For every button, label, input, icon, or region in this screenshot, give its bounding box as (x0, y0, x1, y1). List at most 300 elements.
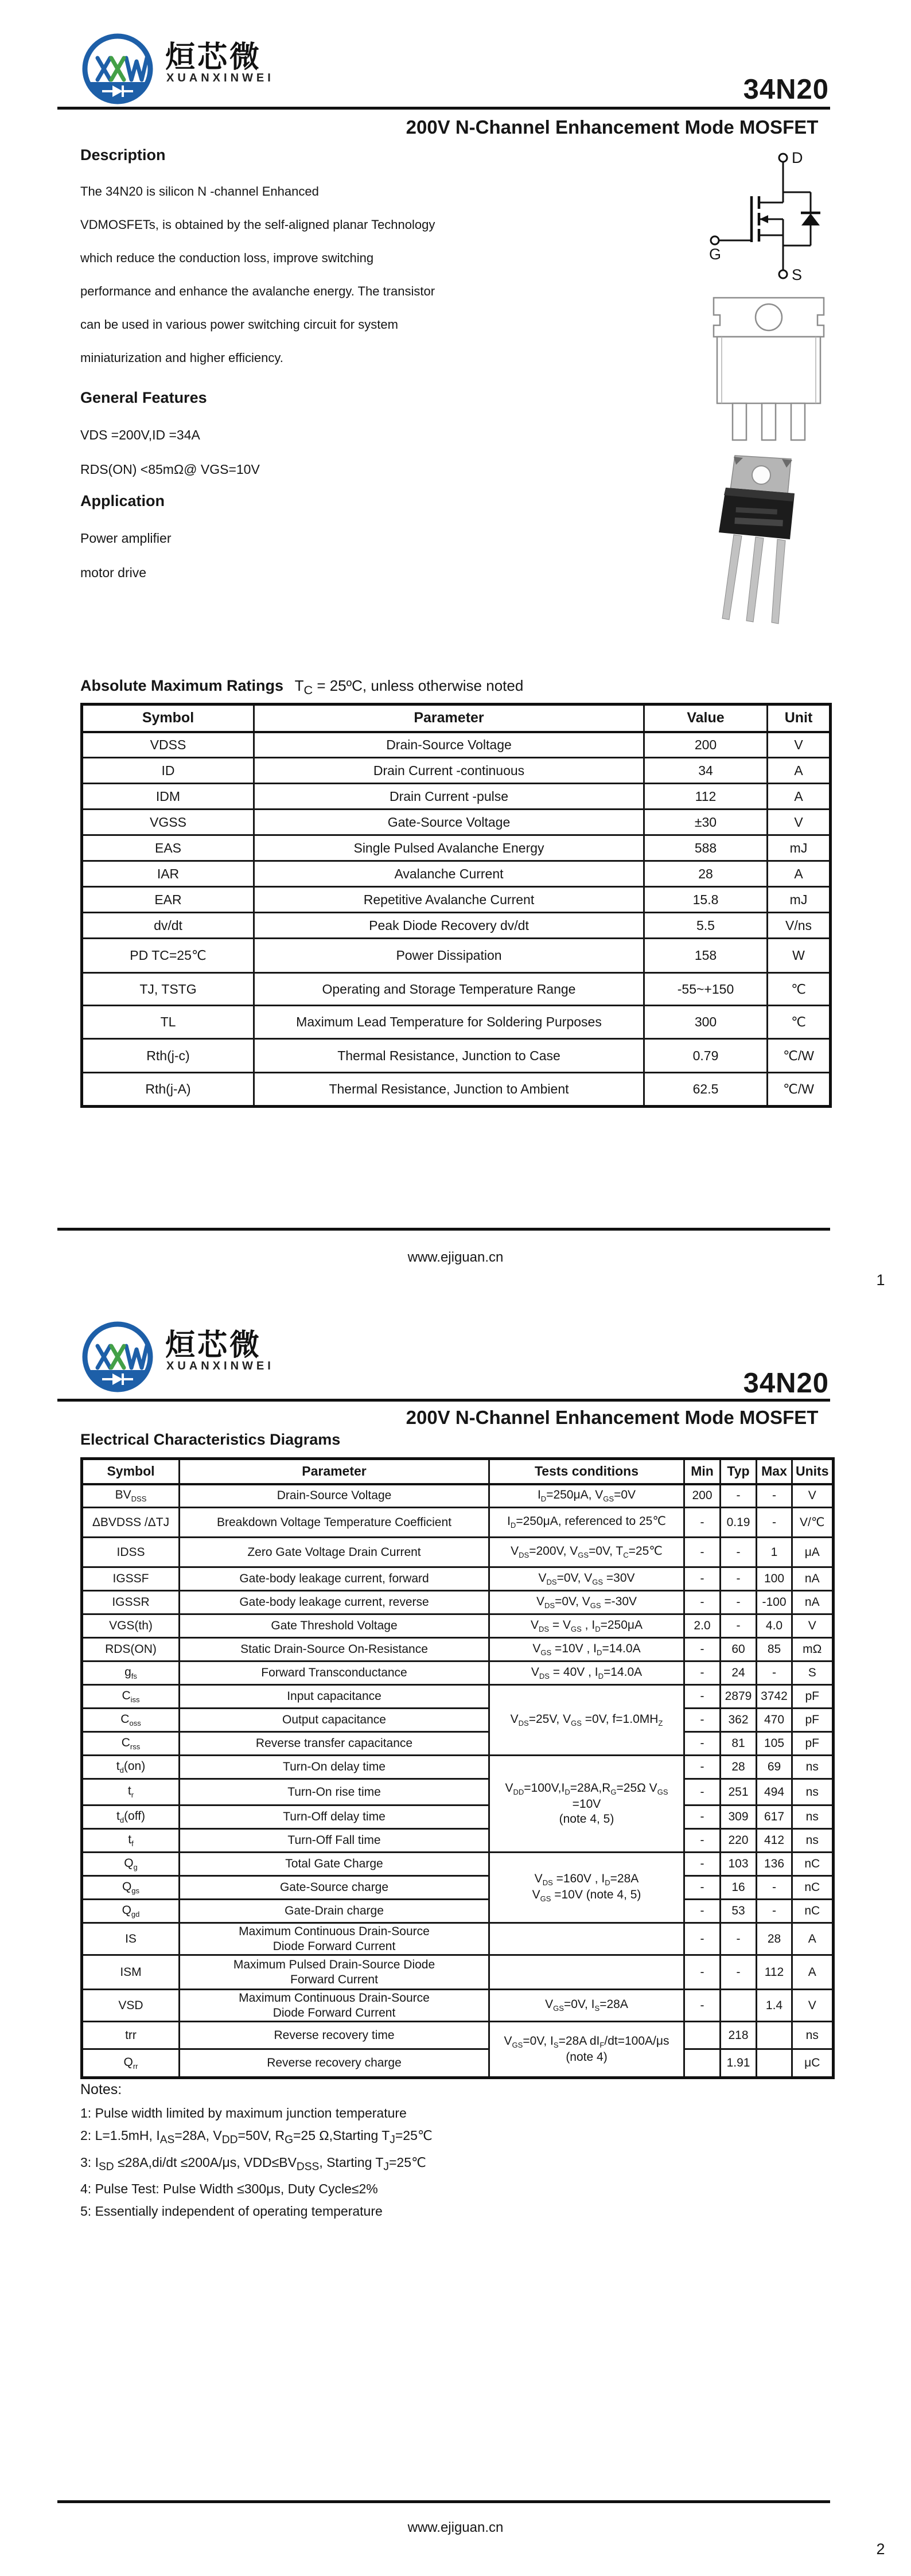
table-cell: Maximum Continuous Drain-Source Diode Forward Current (180, 1923, 489, 1955)
table-cell: 62.5 (644, 1073, 768, 1107)
table-cell: V/ns (768, 913, 831, 939)
table-cell: 1.4 (757, 1990, 792, 2022)
table-cell: - (684, 1900, 721, 1923)
table-cell: Turn-Off Fall time (180, 1829, 489, 1853)
header-rule (57, 1399, 830, 1402)
table-cell: 494 (757, 1779, 792, 1805)
electrical-characteristics-heading: Electrical Characteristics Diagrams (80, 1431, 341, 1448)
table-cell: - (684, 1756, 721, 1779)
table-cell: 3742 (757, 1685, 792, 1709)
table-cell: - (684, 1538, 721, 1567)
table-cell: 4.0 (757, 1614, 792, 1638)
drain-label: D (792, 149, 803, 166)
table-cell: 28 (644, 861, 768, 887)
table-cell: Gate-Drain charge (180, 1900, 489, 1923)
table-cell: $V_{DS}=0V$, $V_{GS} =30V$ (489, 1567, 684, 1591)
table-row (82, 1990, 834, 2022)
table-cell: - (721, 1591, 757, 1614)
general-features-heading: General Features (80, 389, 207, 406)
table-cell: $V_{DS} = 40V$ , $I_D=14.0A$ (489, 1661, 684, 1685)
table-cell: 470 (757, 1709, 792, 1732)
column-header: Tests conditions (489, 1459, 684, 1484)
table-cell: IGSSF (82, 1567, 180, 1591)
table-cell: V (768, 732, 831, 758)
table-cell: dv/dt (82, 913, 254, 939)
column-header: Units (792, 1459, 834, 1484)
table-cell: Input capacitance (180, 1685, 489, 1709)
table-cell: ID (82, 758, 254, 784)
table-row (82, 1538, 834, 1567)
table-cell: S (792, 1661, 834, 1685)
lead-icon (772, 539, 785, 624)
table-cell: 103 (721, 1853, 757, 1876)
table-cell: - (684, 1591, 721, 1614)
table-cell: $C_{iss}$ (82, 1685, 180, 1709)
table-cell: PD TC=25℃ (82, 939, 254, 973)
table-cell: Static Drain-Source On-Resistance (180, 1638, 489, 1661)
table-cell: - (684, 1990, 721, 2022)
table-row (82, 1829, 834, 1853)
table-cell: Drain-Source Voltage (254, 732, 644, 758)
table-cell: TJ, TSTG (82, 973, 254, 1006)
table-cell: 100 (757, 1567, 792, 1591)
table-row (82, 1955, 834, 1990)
table-cell: A (768, 784, 831, 810)
table-cell: Reverse transfer capacitance (180, 1732, 489, 1756)
table-cell: 112 (644, 784, 768, 810)
table-cell: - (757, 1484, 792, 1508)
table-cell: nA (792, 1591, 834, 1614)
lead-icon (733, 403, 746, 440)
table-cell: ISM (82, 1955, 180, 1990)
table-cell: Repetitive Avalanche Current (254, 887, 644, 913)
table-row (82, 758, 831, 784)
column-header: Parameter (180, 1459, 489, 1484)
table-cell: $t_f$ (82, 1829, 180, 1853)
table-cell: IAR (82, 861, 254, 887)
table-cell: - (684, 1779, 721, 1805)
column-header: Unit (768, 705, 831, 732)
table-row (82, 1508, 834, 1538)
table-cell: - (721, 1955, 757, 1990)
column-header: Min (684, 1459, 721, 1484)
table-cell: IDM (82, 784, 254, 810)
table-row (82, 1805, 834, 1829)
part-number: 34N20 (743, 74, 829, 105)
table-cell: 15.8 (644, 887, 768, 913)
note-line: 2: L=1.5mH, $I_{AS}=28A$, $V_{DD}=50V$, $R_G=25$ Ω,Starting $T_J=25℃$ (80, 2128, 433, 2146)
table-cell: $C_{rss}$ (82, 1732, 180, 1756)
table-cell: A (792, 1955, 834, 1990)
table-cell: $t_d(off)$ (82, 1805, 180, 1829)
table-cell: ns (792, 1829, 834, 1853)
mounting-hole-icon (756, 304, 782, 330)
table-cell: Maximum Lead Temperature for Soldering Purposes (254, 1006, 644, 1039)
table-cell: Rth(j-c) (82, 1039, 254, 1073)
table-cell: IGSSR (82, 1591, 180, 1614)
table-cell: 220 (721, 1829, 757, 1853)
table-cell: ns (792, 1756, 834, 1779)
table-cell: 81 (721, 1732, 757, 1756)
page-number: 1 (876, 1271, 885, 1289)
table-cell: Peak Diode Recovery dv/dt (254, 913, 644, 939)
table-cell: -55~+150 (644, 973, 768, 1006)
table-cell: mJ (768, 887, 831, 913)
table-cell: - (684, 1955, 721, 1990)
table-row (82, 1039, 831, 1073)
table-cell: 309 (721, 1805, 757, 1829)
note-line: 5: Essentially independent of operating temperature (80, 2204, 383, 2219)
table-cell: Gate-body leakage current, reverse (180, 1591, 489, 1614)
table-cell: Reverse recovery time (180, 2022, 489, 2049)
table-cell: Maximum Continuous Drain-Source Diode Forward Current (180, 1990, 489, 2022)
table-cell: 28 (721, 1756, 757, 1779)
table-cell: ns (792, 1779, 834, 1805)
table-cell: 1 (757, 1538, 792, 1567)
table-row (82, 732, 831, 758)
table-cell: 16 (721, 1876, 757, 1900)
absolute-maximum-ratings-table (80, 703, 832, 1108)
table-cell: 1.91 (721, 2049, 757, 2078)
table-cell: $V_{DS}=0V$, $V_{GS} =-30V$ (489, 1591, 684, 1614)
table-cell: $Q_{gs}$ (82, 1876, 180, 1900)
table-row (82, 1614, 834, 1638)
table-cell: 617 (757, 1805, 792, 1829)
table-cell: A (792, 1923, 834, 1955)
lead-icon (746, 537, 764, 622)
body-diode-icon (783, 192, 820, 246)
description-heading: Description (80, 146, 166, 164)
table-cell: 85 (757, 1638, 792, 1661)
table-cell: Drain-Source Voltage (180, 1484, 489, 1508)
gate-label: G (709, 246, 722, 263)
table-cell: - (684, 1732, 721, 1756)
table-cell: $V_{DS} = V_{GS}$ , $I_D=250\mu A$ (489, 1614, 684, 1638)
footer-rule (57, 1228, 830, 1231)
lead-icon (722, 535, 742, 620)
table-cell: RDS(ON) (82, 1638, 180, 1661)
table-cell: - (684, 1709, 721, 1732)
table-cell: nA (792, 1567, 834, 1591)
table-row (82, 1591, 834, 1614)
brand-name-cn: 烜芯微 (165, 1329, 262, 1362)
amr-title (80, 677, 523, 698)
table-cell: $Q_{rr}$ (82, 2049, 180, 2078)
amr-title-bold: Absolute Maximum Ratings (80, 677, 284, 694)
table-cell (489, 1955, 684, 1990)
table-cell: - (721, 1567, 757, 1591)
table-cell: $V_{DS}=25V$, $V_{GS} =0V$, $f=1.0MH_Z$ (489, 1685, 684, 1756)
note-line: 1: Pulse width limited by maximum junction temperature (80, 2106, 407, 2120)
table-cell: 112 (757, 1955, 792, 1990)
table-cell: $V_{DD}=100V,I_D=28A,R_G=25\Omega$ $V_{GS}$ =10V (note 4, 5) (489, 1756, 684, 1853)
table-row (82, 973, 831, 1006)
table-cell: Forward Transconductance (180, 1661, 489, 1685)
table-cell: pF (792, 1685, 834, 1709)
column-header: Max (757, 1459, 792, 1484)
table-row (82, 1876, 834, 1900)
table-row (82, 835, 831, 861)
table-row (82, 1638, 834, 1661)
table-cell: V (768, 810, 831, 835)
table-cell: mΩ (792, 1638, 834, 1661)
part-number: 34N20 (743, 1368, 829, 1399)
table-cell: EAR (82, 887, 254, 913)
brand-logo (80, 32, 274, 109)
table-row (82, 2049, 834, 2078)
table-cell: $V_{DS} =160V$ , $I_D=28A$ $V_{GS} =10V$ (note 4, 5) (489, 1853, 684, 1923)
footer-url: www.ejiguan.cn (407, 1250, 504, 1265)
notes-heading: Notes: (80, 2081, 122, 2098)
table-cell: - (684, 1685, 721, 1709)
table-cell: 412 (757, 1829, 792, 1853)
table-cell: 24 (721, 1661, 757, 1685)
table-row (82, 1709, 834, 1732)
table-cell (489, 1923, 684, 1955)
table-cell: Avalanche Current (254, 861, 644, 887)
table-cell: 5.5 (644, 913, 768, 939)
table-cell: V (792, 1990, 834, 2022)
table-cell: A (768, 758, 831, 784)
table-cell: mJ (768, 835, 831, 861)
table-row (82, 913, 831, 939)
table-cell: 28 (757, 1923, 792, 1955)
document-subtitle: 200V N-Channel Enhancement Mode MOSFET (406, 116, 819, 138)
table-cell: - (721, 1614, 757, 1638)
table-cell: ns (792, 2022, 834, 2049)
table-cell: -100 (757, 1591, 792, 1614)
table-cell: nC (792, 1876, 834, 1900)
table-cell: W (768, 939, 831, 973)
table-cell: - (757, 1508, 792, 1538)
table-cell: Drain Current -continuous (254, 758, 644, 784)
column-header: Symbol (82, 705, 254, 732)
table-cell: - (684, 1508, 721, 1538)
table-cell: Turn-Off delay time (180, 1805, 489, 1829)
table-cell: Turn-On rise time (180, 1779, 489, 1805)
table-cell: Maximum Pulsed Drain-Source Diode Forward Current (180, 1955, 489, 1990)
amr-title-conditions: $T_C$ = 25ºC, unless otherwise noted (294, 677, 524, 698)
package-outline-drawing (706, 295, 832, 445)
table-cell: - (757, 1900, 792, 1923)
table-row (82, 1853, 834, 1876)
table-cell: 200 (644, 732, 768, 758)
table-cell: 588 (644, 835, 768, 861)
table-cell: Breakdown Voltage Temperature Coefficient (180, 1508, 489, 1538)
table-row (82, 1685, 834, 1709)
table-cell: pF (792, 1709, 834, 1732)
application-text: Power amplifier motor drive (80, 531, 172, 580)
table-row (82, 1900, 834, 1923)
application-heading: Application (80, 492, 165, 509)
note-line: 4: Pulse Test: Pulse Width ≤300μs, Duty Cycle≤2% (80, 2181, 378, 2197)
page-number: 2 (876, 2540, 885, 2558)
table-cell: $I_D=250\mu A$, $V_{GS}=0V$ (489, 1484, 684, 1508)
arrow-icon (760, 215, 768, 223)
table-cell: ns (792, 1805, 834, 1829)
table-cell: IDSS (82, 1538, 180, 1567)
table-cell: 0.79 (644, 1039, 768, 1073)
table-cell: 53 (721, 1900, 757, 1923)
table-cell: ℃/W (768, 1039, 831, 1073)
table-cell: 251 (721, 1779, 757, 1805)
brand-name-en: XUANXINWEI (166, 1360, 274, 1372)
table-cell: ℃ (768, 1006, 831, 1039)
table-cell: $V_{GS}=0V$, $I_S=28A$ $dI_F/dt=100A/\mu s$ (note 4) (489, 2022, 684, 2078)
header-rule (57, 107, 830, 110)
table-cell: $C_{oss}$ (82, 1709, 180, 1732)
table-cell: Single Pulsed Avalanche Energy (254, 835, 644, 861)
source-label: S (792, 266, 803, 283)
brand-name-en: XUANXINWEI (166, 72, 274, 84)
table-cell: - (684, 1829, 721, 1853)
table-cell: Thermal Resistance, Junction to Case (254, 1039, 644, 1073)
table-cell: - (684, 1661, 721, 1685)
table-cell: nC (792, 1900, 834, 1923)
table-cell (684, 2022, 721, 2049)
brand-logo (80, 1320, 274, 1397)
column-header: Symbol (82, 1459, 180, 1484)
table-cell: V (792, 1484, 834, 1508)
table-cell: - (684, 1638, 721, 1661)
table-cell: Gate-Source Voltage (254, 810, 644, 835)
table-cell: 0.19 (721, 1508, 757, 1538)
table-cell: V/℃ (792, 1508, 834, 1538)
table-cell: - (684, 1923, 721, 1955)
table-cell: μA (792, 1538, 834, 1567)
column-header: Typ (721, 1459, 757, 1484)
table-cell: 69 (757, 1756, 792, 1779)
table-cell: ℃/W (768, 1073, 831, 1107)
table-cell: pF (792, 1732, 834, 1756)
table-cell: Rth(j-A) (82, 1073, 254, 1107)
table-cell: - (684, 1567, 721, 1591)
table-cell: Turn-On delay time (180, 1756, 489, 1779)
table-cell: Operating and Storage Temperature Range (254, 973, 644, 1006)
table-row (82, 1567, 834, 1591)
table-cell: - (721, 1484, 757, 1508)
table-row (82, 1756, 834, 1779)
table-cell: $Q_g$ (82, 1853, 180, 1876)
table-row (82, 1732, 834, 1756)
table-cell: 105 (757, 1732, 792, 1756)
brand-logo-icon (80, 1320, 155, 1394)
table-cell: VDSS (82, 732, 254, 758)
table-cell: Reverse recovery charge (180, 2049, 489, 2078)
mounting-hole-icon (752, 466, 770, 484)
table-row (82, 784, 831, 810)
footer-url: www.ejiguan.cn (407, 2520, 504, 2535)
table-cell: nC (792, 1853, 834, 1876)
table-row (82, 810, 831, 835)
brand-logo-icon (80, 32, 155, 106)
table-cell (721, 1990, 757, 2022)
table-cell: EAS (82, 835, 254, 861)
table-cell: Thermal Resistance, Junction to Ambient (254, 1073, 644, 1107)
lead-icon (762, 403, 776, 440)
footer-rule (57, 2500, 830, 2503)
notes-list (80, 2102, 711, 2223)
column-header: Value (644, 705, 768, 732)
table-row (82, 1661, 834, 1685)
table-cell: $BV_{DSS}$ (82, 1484, 180, 1508)
table-cell: $Q_{gd}$ (82, 1900, 180, 1923)
brand-name-cn: 烜芯微 (165, 41, 262, 74)
table-cell: A (768, 861, 831, 887)
table-cell: 2.0 (684, 1614, 721, 1638)
table-cell: - (757, 1876, 792, 1900)
table-cell: trr (82, 2022, 180, 2049)
table-cell: $t_r$ (82, 1779, 180, 1805)
table-cell: $I_D=250\mu A$, referenced to 25℃ (489, 1508, 684, 1538)
table-cell (757, 2049, 792, 2078)
lead-icon (791, 403, 805, 440)
table-row (82, 1073, 831, 1107)
table-cell: Power Dissipation (254, 939, 644, 973)
table-cell: 362 (721, 1709, 757, 1732)
table-cell: Gate-body leakage current, forward (180, 1567, 489, 1591)
table-row (82, 1484, 834, 1508)
table-cell: Gate-Source charge (180, 1876, 489, 1900)
table-cell: Total Gate Charge (180, 1853, 489, 1876)
table-cell: $g_{fs}$ (82, 1661, 180, 1685)
mosfet-symbol-diagram (694, 143, 855, 287)
electrical-characteristics-table (80, 1457, 835, 2079)
table-cell: Gate Threshold Voltage (180, 1614, 489, 1638)
table-cell (757, 2022, 792, 2049)
table-cell: 2879 (721, 1685, 757, 1709)
table-cell: - (684, 1876, 721, 1900)
table-cell: 34 (644, 758, 768, 784)
table-cell: 158 (644, 939, 768, 973)
table-cell: $V_{GS} =10V$ , $I_D=14.0A$ (489, 1638, 684, 1661)
table-cell: $t_d(on)$ (82, 1756, 180, 1779)
table-cell: TL (82, 1006, 254, 1039)
table-cell: VGSS (82, 810, 254, 835)
table-cell: - (721, 1538, 757, 1567)
table-cell: - (721, 1923, 757, 1955)
package-photo (714, 452, 806, 624)
table-cell: 60 (721, 1638, 757, 1661)
column-header: Parameter (254, 705, 644, 732)
table-row (82, 939, 831, 973)
table-row (82, 2022, 834, 2049)
note-line: 3: $I_{SD} \le 28A,di/dt \le 200A/\mu s$, $VDD\le BV_{DSS}$, Starting $T_J=25℃$ (80, 2154, 426, 2173)
table-cell (684, 2049, 721, 2078)
table-cell: μC (792, 2049, 834, 2078)
table-cell: V (792, 1614, 834, 1638)
table-cell: 136 (757, 1853, 792, 1876)
table-cell: - (684, 1853, 721, 1876)
table-row (82, 1006, 831, 1039)
table-row (82, 1923, 834, 1955)
table-cell: VGS(th) (82, 1614, 180, 1638)
table-cell: 218 (721, 2022, 757, 2049)
table-cell: Output capacitance (180, 1709, 489, 1732)
document-subtitle: 200V N-Channel Enhancement Mode MOSFET (406, 1407, 819, 1428)
table-row (82, 1779, 834, 1805)
table-cell: Zero Gate Voltage Drain Current (180, 1538, 489, 1567)
description-text: The 34N20 is silicon N -channel Enhanced VDMOSFETs, is obtained by the self-aligned planar Technology which reduce the conduction loss, improve switching performance and enhance the avalanche energy. The transistor can be used in various power switching circuit for system miniaturization and higher efficiency. (80, 184, 435, 365)
table-cell: $V_{DS}=200V$, $V_{GS}=0V$, $T_C=25℃$ (489, 1538, 684, 1567)
table-cell: 200 (684, 1484, 721, 1508)
table-cell: ℃ (768, 973, 831, 1006)
table-row (82, 861, 831, 887)
table-cell: 300 (644, 1006, 768, 1039)
table-row (82, 887, 831, 913)
table-cell: ΔBVDSS /ΔTJ (82, 1508, 180, 1538)
table-cell: VSD (82, 1990, 180, 2022)
